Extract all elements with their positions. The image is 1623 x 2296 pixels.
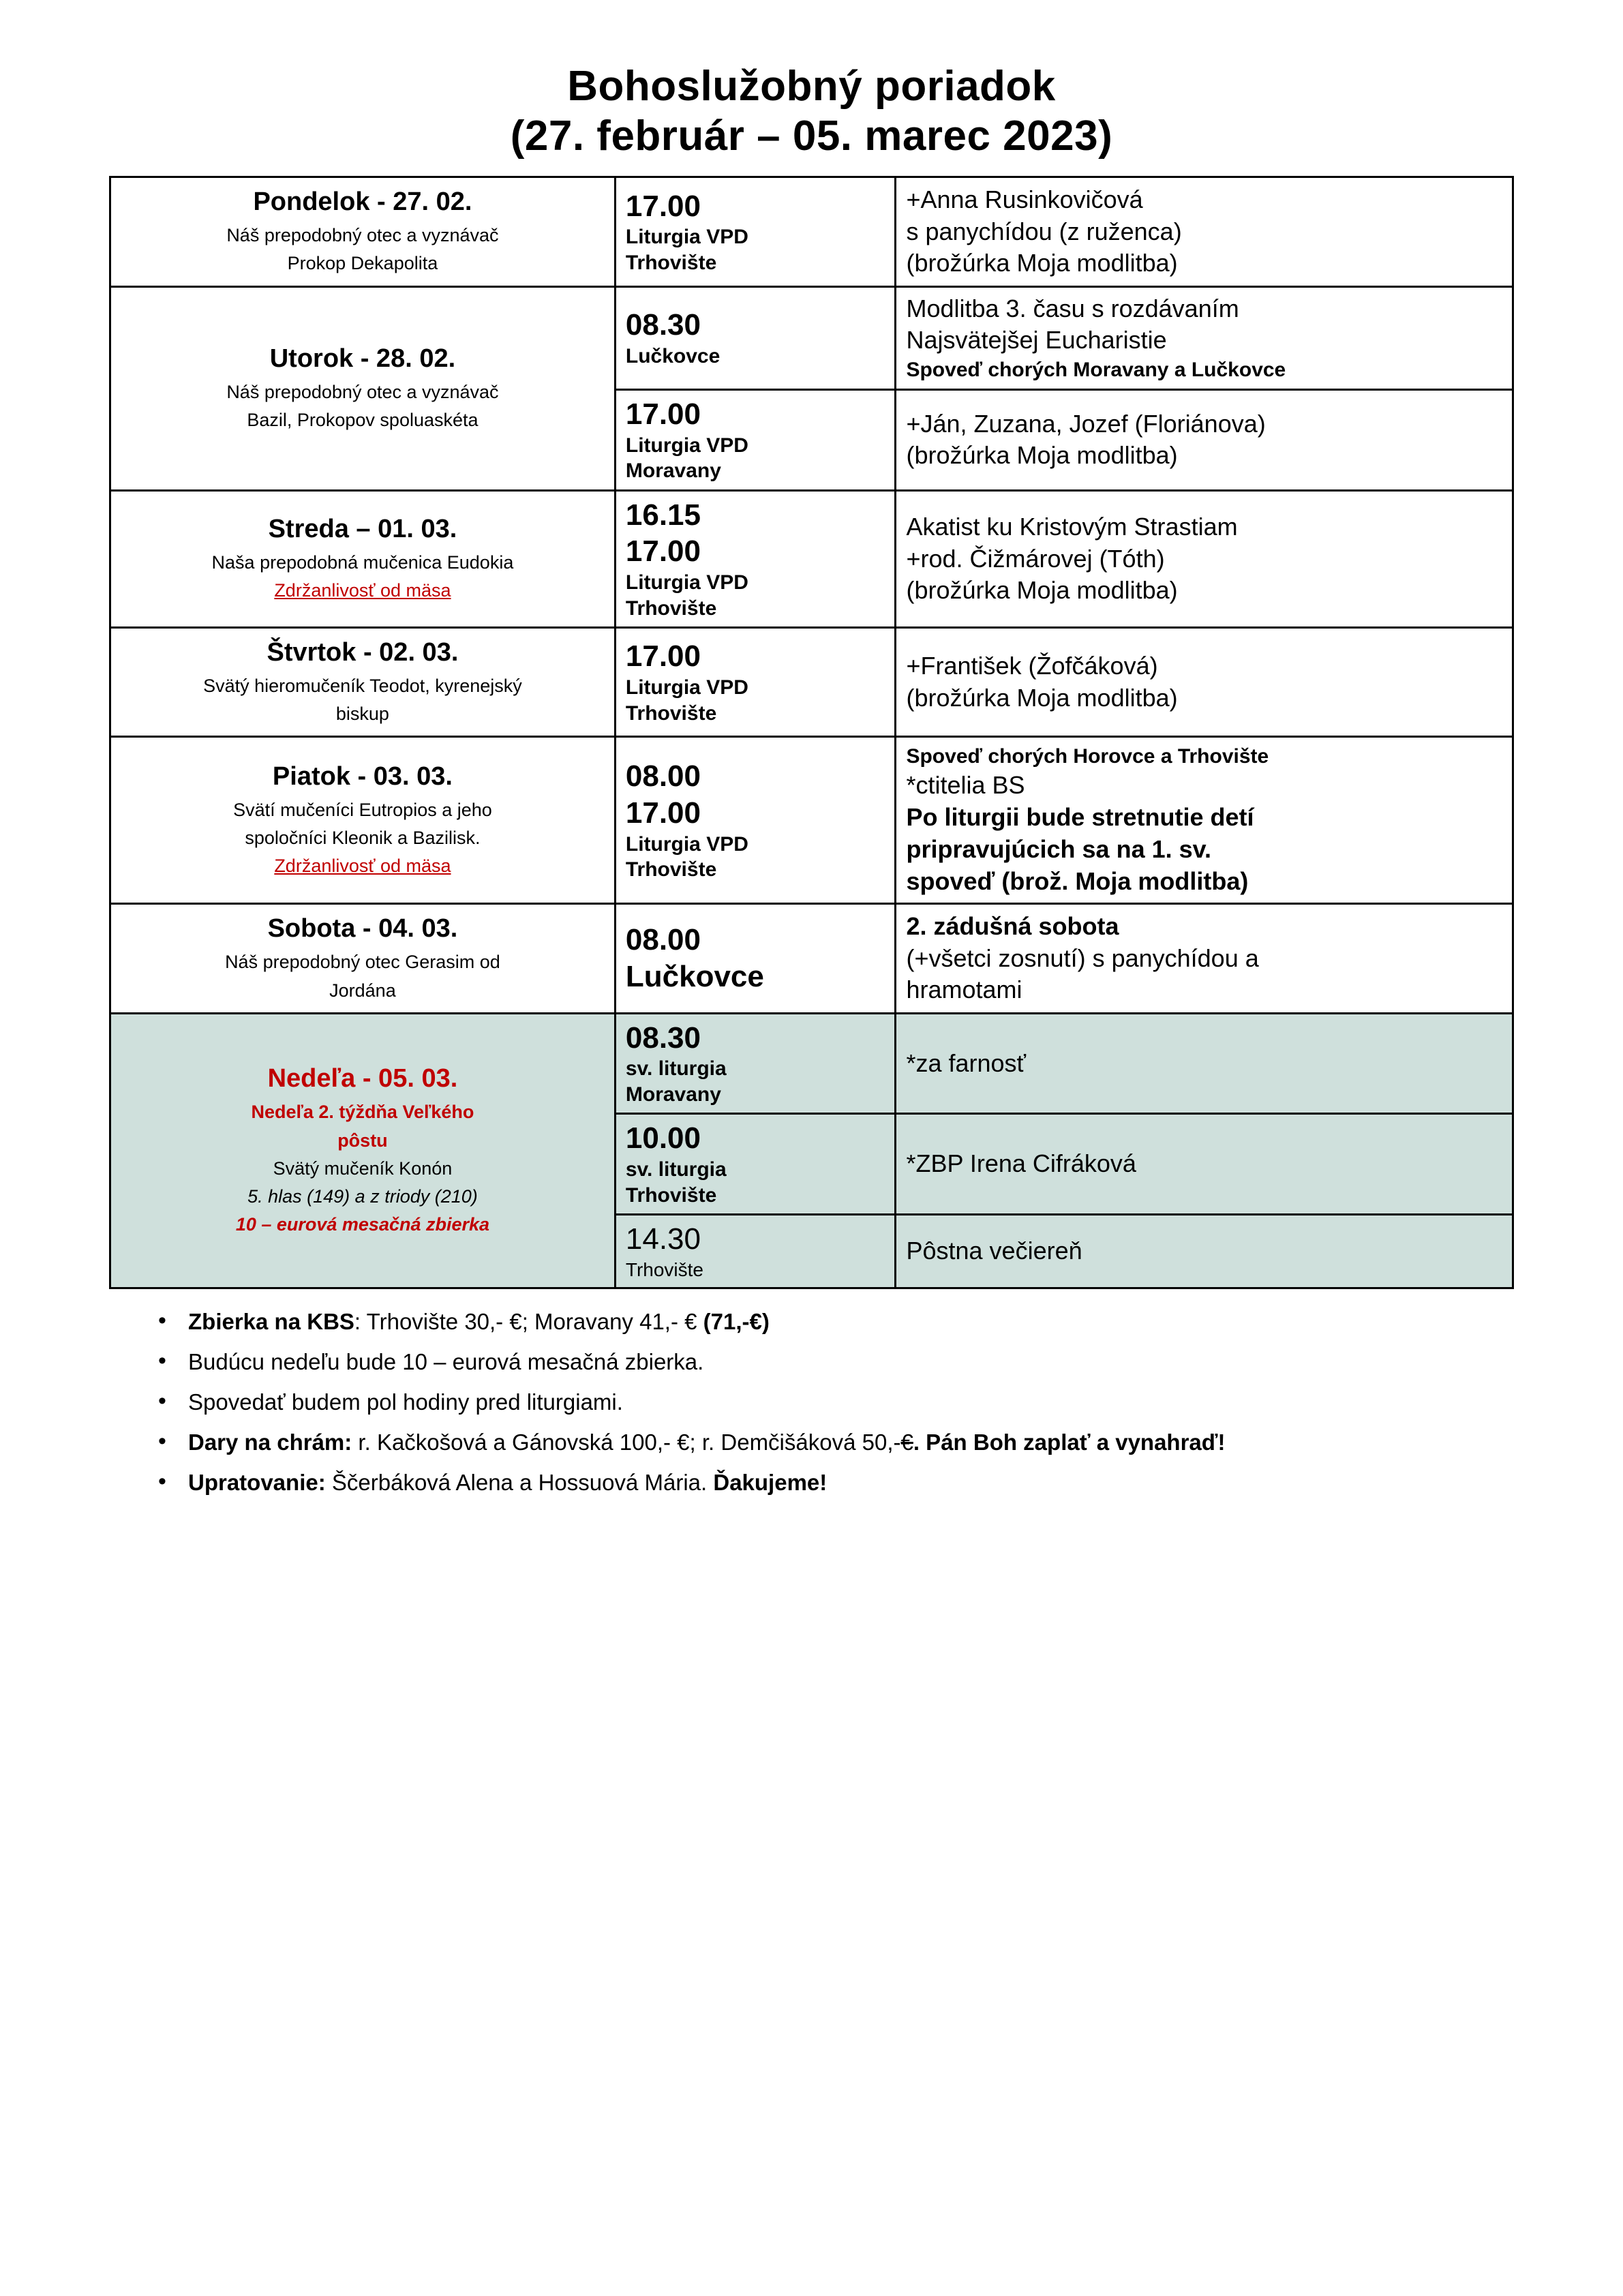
time-cell [615,177,896,286]
fasting-note: Zdržanlivosť od mäsa [274,580,451,601]
day-name: Streda – 01. 03. [268,515,457,544]
day-note: Svätý mučeník Konón [273,1158,453,1179]
note-label: Upratovanie: [188,1470,326,1496]
day-name: Piatok - 03. 03. [272,762,453,791]
day-cell [110,628,616,737]
day-note: Nedeľa 2. týždňa Veľkého [251,1102,474,1123]
service-place: Trhovište [625,701,717,725]
note-text: Ščerbáková Alena a Hossuová Mária. [325,1470,714,1496]
collection-note: 10 – eurová mesačná zbierka [235,1213,490,1235]
table-row [110,737,1513,904]
schedule-table [109,176,1514,1288]
description-cell [896,737,1513,904]
description-cell [896,286,1513,390]
service-time: 08.30 [625,308,701,342]
service-type: Liturgia VPD [625,434,748,457]
service-time: 10.00 [625,1121,701,1155]
day-name: Štvrtok - 02. 03. [267,638,459,667]
day-cell [110,286,616,490]
description-line: +rod. Čižmárovej (Tóth) [906,544,1165,573]
day-note: Svätí mučeníci Eutropios a jeho [233,800,492,821]
description-cell [896,390,1513,491]
table-row [110,1013,1513,1114]
note-text: Spovedať budem pol hodiny pred liturgiami. [188,1389,623,1415]
service-type: Liturgia VPD [625,571,748,594]
day-name: Utorok - 28. 02. [269,344,456,374]
description-line: hramotami [906,976,1022,1004]
day-cell [110,490,616,627]
time-cell [615,628,896,737]
description-line: spoveď (brož. Moja modlitba) [906,866,1249,895]
description-line: Spoveď chorých Horovce a Trhovište [906,745,1269,768]
day-cell [110,1013,616,1288]
service-type: Liturgia VPD [625,676,748,699]
description-line: +Anna Rusinkovičová [906,185,1143,213]
note-text: Budúcu nedeľu bude 10 – eurová mesačná zbierka. [188,1348,704,1374]
service-place: Trhovište [625,251,717,274]
time-cell [615,904,896,1013]
table-row [110,628,1513,737]
service-place: Trhovište [625,596,717,620]
service-time: 16.15 [625,498,701,532]
list-item [158,1304,1514,1339]
time-cell [615,490,896,627]
list-item [158,1385,1514,1419]
day-note: Svätý hieromučeník Teodot, kyrenejský [203,676,522,697]
service-place: Lučkovce [625,344,721,367]
note-thanks: Ďakujeme! [713,1470,828,1496]
day-note: Bazil, Prokopov spoluaskéta [247,410,479,431]
time-cell [615,286,896,390]
description-line: *ctitelia BS [906,771,1025,800]
description-line: s panychídou (z ruženca) [906,217,1182,245]
service-time: 08.00 [625,923,701,957]
description-line: Po liturgii bude stretnutie detí [906,803,1254,832]
description-line: +František (Žofčáková) [906,651,1158,680]
day-note: biskup [335,704,389,725]
service-time: 14.30 [625,1222,701,1256]
day-note: pôstu [337,1130,388,1151]
time-cell [615,737,896,904]
page-title [109,61,1514,161]
table-row [110,286,1513,390]
description-cell [896,904,1513,1013]
time-cell [615,390,896,491]
day-name: Pondelok - 27. 02. [253,187,472,217]
service-time: 08.30 [625,1021,701,1055]
list-item [158,1344,1514,1379]
service-place: Moravany [625,1083,721,1106]
service-place: Trhovište [625,858,717,881]
day-note: 5. hlas (149) a z triody (210) [247,1185,478,1207]
day-note: Náš prepodobný otec a vyznávač [226,225,499,246]
description-line: pripravujúcich sa na 1. sv. [906,834,1211,863]
day-note: Prokop Dekapolita [287,253,438,274]
service-time: 17.00 [625,796,701,830]
day-note: Náš prepodobný otec a vyznávač [226,382,499,403]
day-note: Náš prepodobný otec Gerasim od [225,952,500,973]
title-line-2: (27. február – 05. marec 2023) [510,112,1113,160]
schedule-body [110,177,1513,1288]
service-type: sv. liturgia [625,1057,727,1081]
description-line: (brožúrka Moja modlitba) [906,576,1178,605]
day-name: Sobota - 04. 03. [267,914,458,943]
description-line: Spoveď chorých Moravany a Lučkovce [906,359,1286,382]
service-time: 17.00 [625,189,701,223]
day-note: Naša prepodobná mučenica Eudokia [211,552,514,573]
time-cell [615,1013,896,1114]
description-line: Najsvätejšej Eucharistie [906,326,1167,354]
description-cell [896,490,1513,627]
service-place: Moravany [625,459,721,483]
description-cell [896,1215,1513,1288]
table-row [110,177,1513,286]
service-place: Trhovište [625,1183,717,1207]
notes-list [109,1304,1514,1500]
fasting-note: Zdržanlivosť od mäsa [274,856,451,877]
description-cell [896,1114,1513,1215]
day-note: Jordána [329,980,396,1001]
service-time: 08.00 [625,759,701,794]
list-item [158,1425,1514,1460]
service-time: 17.00 [625,397,701,432]
description-cell [896,628,1513,737]
service-type: sv. liturgia [625,1158,727,1181]
note-thanks: . Pán Boh zaplať a vynahraď! [913,1430,1226,1455]
service-place: Lučkovce [625,960,764,994]
description-line: Akatist ku Kristovým Strastiam [906,512,1238,541]
day-cell [110,904,616,1013]
description-line: (+všetci zosnutí) s panychídou a [906,943,1259,972]
service-time: 17.00 [625,534,701,569]
description-line: *ZBP Irena Cifráková [906,1149,1136,1178]
day-cell [110,737,616,904]
description-line: Pôstna večiereň [906,1236,1082,1265]
note-text: : Trhovište 30,- €; Moravany 41,- € [354,1308,697,1334]
service-type: Liturgia VPD [625,226,748,249]
note-strikethrough: € [900,1430,913,1455]
description-line: +Ján, Zuzana, Jozef (Floriánova) [906,409,1266,438]
day-note: spoločníci Kleonik a Bazilisk. [245,828,481,849]
description-cell [896,1013,1513,1114]
time-cell [615,1215,896,1288]
note-label: Zbierka na KBS [188,1308,354,1334]
description-line: 2. zádušná sobota [906,911,1119,940]
description-line: *za farnosť [906,1048,1027,1077]
service-type: Liturgia VPD [625,832,748,856]
title-line-1: Bohoslužobný poriadok [567,63,1056,110]
note-text: r. Kačkošová a Gánovská 100,- €; r. Demčišáková 50,- [352,1430,901,1455]
table-row [110,490,1513,627]
description-line: Modlitba 3. času s rozdávaním [906,294,1239,322]
description-cell [896,177,1513,286]
note-total: (71,-€) [697,1308,770,1334]
note-label: Dary na chrám: [188,1430,352,1455]
description-line: (brožúrka Moja modlitba) [906,683,1178,712]
day-cell [110,177,616,286]
service-place: Trhovište [625,1258,703,1280]
description-line: (brožúrka Moja modlitba) [906,249,1178,277]
service-time: 17.00 [625,639,701,674]
description-line: (brožúrka Moja modlitba) [906,441,1178,470]
time-cell [615,1114,896,1215]
table-row [110,904,1513,1013]
list-item [158,1465,1514,1500]
day-name: Nedeľa - 05. 03. [267,1064,458,1093]
